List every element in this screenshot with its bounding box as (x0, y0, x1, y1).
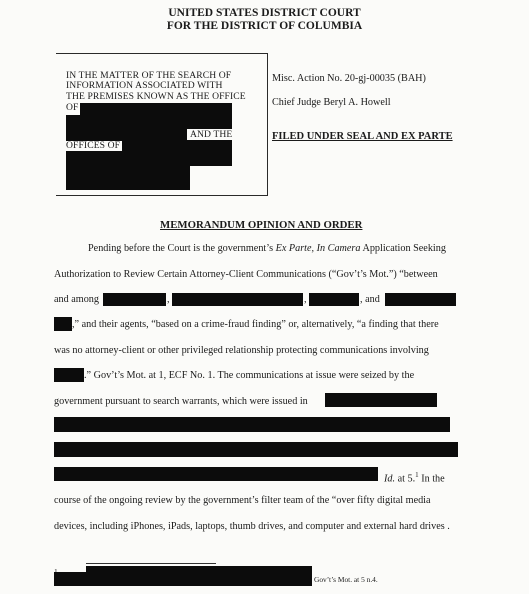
redaction-bar (172, 293, 303, 306)
caption-line-1: IN THE MATTER OF THE SEARCH OF (66, 70, 232, 81)
body-line-4: ,” and their agents, “based on a crime-fraud finding” or, alternatively, “a finding that there (72, 319, 439, 330)
redaction-bar (80, 103, 232, 115)
document-title: MEMORANDUM OPINION AND ORDER (160, 219, 363, 231)
caption-line-3: THE PREMISES KNOWN AS THE OFFICE (66, 91, 246, 102)
redaction-bar (54, 417, 450, 432)
caption-and-the: AND THE (190, 129, 233, 140)
caption-line-2: INFORMATION ASSOCIATED WITH (66, 80, 223, 91)
redaction-bar (103, 293, 166, 306)
judge-name: Chief Judge Beryl A. Howell (272, 97, 391, 108)
court-name: UNITED STATES DISTRICT COURT (168, 7, 361, 19)
footnote-ref: 1 (415, 471, 419, 479)
body-line-12: devices, including iPhones, iPads, laptops, thumb drives, and computer and external hard drives . (54, 521, 450, 532)
caption-of-label: OF (66, 102, 79, 113)
body-comma: , (304, 294, 307, 305)
body-line-3-start: and among (54, 294, 99, 305)
body-text: In the (418, 473, 445, 485)
action-number: Misc. Action No. 20-gj-00035 (BAH) (272, 73, 426, 84)
body-text: Application Seeking (360, 243, 446, 254)
body-line-11: course of the ongoing review by the government’s filter team of the “over fifty digital media (54, 495, 431, 506)
redaction-bar (309, 293, 359, 306)
body-line-10 (384, 469, 445, 485)
redaction-bar (66, 151, 232, 166)
citation-id: Id. (384, 473, 396, 485)
redaction-bar (66, 166, 190, 190)
body-line-2: Authorization to Review Certain Attorney-Client Communications (“Gov’t’s Mot.”) “between (54, 269, 438, 280)
body-italic: Ex Parte, In Camera (275, 243, 361, 254)
redaction-bar (385, 293, 456, 306)
footnote-text: Gov’t’s Mot. at 5 n.4. (314, 575, 378, 584)
body-comma: , (167, 294, 170, 305)
body-and: , and (360, 294, 380, 305)
redaction-bar (86, 566, 312, 574)
footnote-divider (86, 563, 216, 564)
filed-under-seal: FILED UNDER SEAL AND EX PARTE (272, 131, 453, 142)
body-line-6: .” Gov’t’s Mot. at 1, ECF No. 1. The communications at issue were seized by the (84, 370, 415, 381)
redaction-bar (54, 368, 84, 382)
body-text: at 5. (395, 473, 416, 485)
body-line-1 (88, 243, 446, 255)
redaction-bar (54, 442, 458, 457)
redaction-bar (122, 140, 232, 151)
court-district: FOR THE DISTRICT OF COLUMBIA (166, 20, 363, 32)
redaction-bar (66, 115, 232, 129)
caption-offices-of: OFFICES OF (66, 140, 121, 151)
redaction-bar (54, 317, 72, 331)
body-line-5: was no attorney-client or other privileged relationship protecting communications involving (54, 345, 429, 356)
redaction-bar (54, 467, 378, 481)
body-text: Pending before the Court is the government’s (88, 243, 276, 254)
redaction-bar (325, 393, 437, 407)
body-line-7: government pursuant to search warrants, which were issued in (54, 396, 308, 407)
redaction-bar (54, 572, 312, 586)
